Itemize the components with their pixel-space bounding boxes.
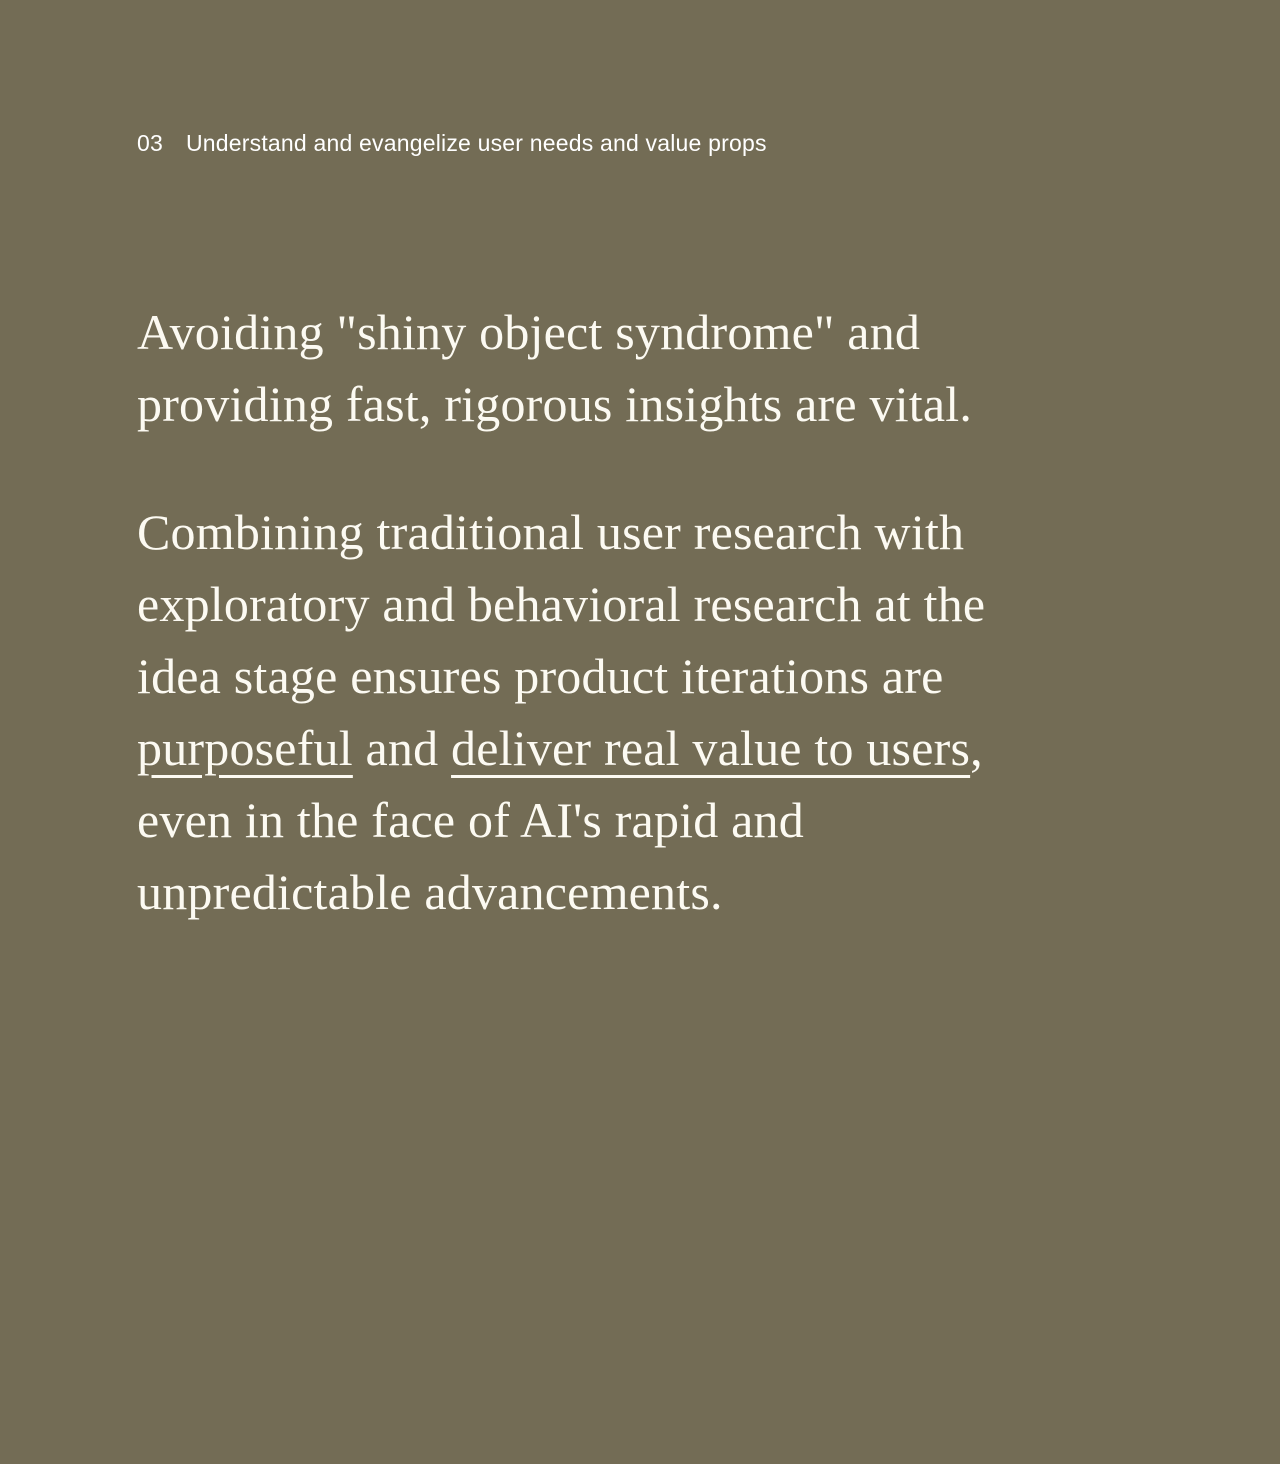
section-number: 03 [137,130,163,156]
slide-body [137,296,1097,928]
slide-header [137,130,767,157]
detail-line-3: idea stage ensures product iterations are [137,648,944,704]
deliver-real-value-link[interactable]: deliver real value to users [451,720,971,776]
statement-line-1: Avoiding "shiny object syndrome" and [137,304,921,360]
detail-line-2: exploratory and behavioral research at the [137,576,986,632]
section-title: Understand and evangelize user needs and value props [185,130,767,156]
after-links-text: , [970,720,983,776]
detail-paragraph [137,496,1097,928]
statement-line-2: providing fast, rigorous insights are vital. [137,376,973,432]
detail-line-1: Combining traditional user research with [137,504,965,560]
detail-line-6: unpredictable advancements. [137,864,723,920]
link-connector-text: and [352,720,452,776]
detail-line-5: even in the face of AI's rapid and [137,792,804,848]
purposeful-link[interactable]: purposeful [137,720,353,776]
detail-line-4 [137,712,1097,784]
statement-paragraph [137,296,1097,440]
